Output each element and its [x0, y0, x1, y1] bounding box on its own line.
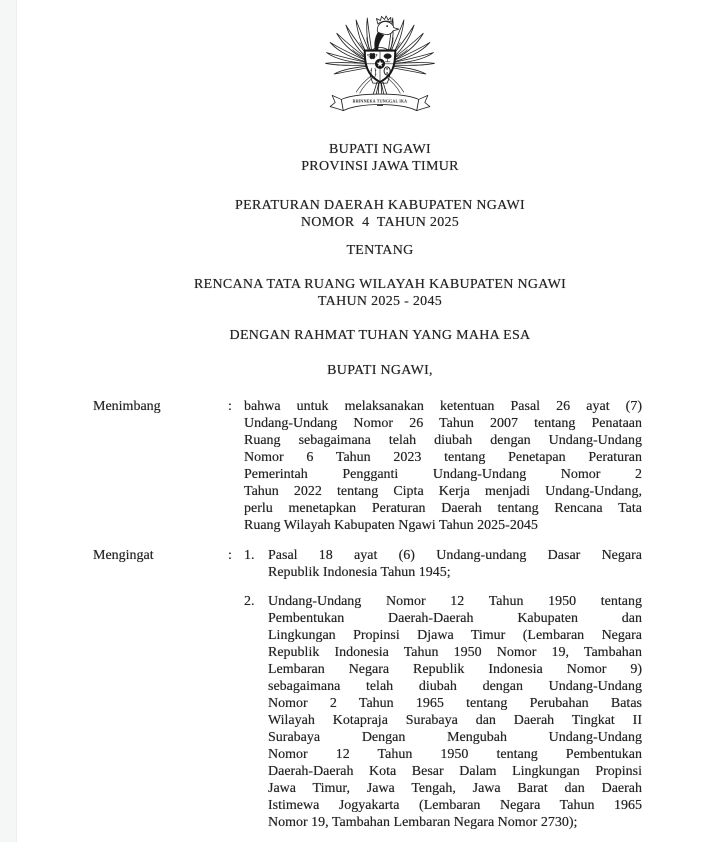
menimbang-line: Nomor 6 Tahun 2023 tentang Penetapan Peraturan — [244, 450, 642, 465]
legal-basis-line: Wilayah Kotapraja Surabaya dan Daerah Tingkat II — [268, 713, 642, 728]
menimbang-line: perlu menetapkan Peraturan Daerah tentang Rencana Tata — [244, 501, 642, 516]
province-title: PROVINSI JAWA TIMUR — [301, 159, 459, 174]
legal-basis-line: Pembentukan Daerah-Daerah Kabupaten dan — [268, 611, 642, 626]
subject-title-line2: TAHUN 2025 - 2045 — [317, 294, 443, 309]
legal-basis-line: Lembaran Negara Republik Indonesia Nomor 9) — [268, 662, 642, 677]
legal-basis-line: Republik Indonesia Tahun 1945; — [268, 565, 451, 580]
subject-title-line1: RENCANA TATA RUANG WILAYAH KABUPATEN NGAWI — [193, 277, 567, 292]
legal-basis-line: Lingkungan Propinsi Djawa Timur (Lembaran Negara — [268, 628, 642, 643]
legal-basis-line: Daerah-Daerah Kota Besar Dalam Lingkungan Propinsi — [268, 764, 642, 779]
mengingat-label: Mengingat — [93, 548, 154, 563]
menimbang-line: Ruang Wilayah Kabupaten Ngawi Tahun 2025-2045 — [244, 518, 538, 533]
menimbang-clause — [93, 398, 642, 534]
legal-basis-line: Undang-Undang Nomor 12 Tahun 1950 tentang — [268, 594, 642, 609]
legal-basis-line: Republik Indonesia Tahun 1950 Nomor 19, Tambahan — [268, 645, 642, 660]
regulation-number: NOMOR 4 TAHUN 2025 — [300, 215, 460, 230]
legal-basis-line: Pasal 18 ayat (6) Undang-undang Dasar Negara — [268, 548, 642, 563]
legal-basis-line: Nomor 19, Tambahan Lembaran Negara Nomor 2730); — [268, 815, 578, 830]
garuda-pancasila-icon — [324, 14, 436, 136]
legal-basis-line: sebagaimana telah diubah dengan Undang-Undang — [268, 679, 642, 694]
mengingat-body — [244, 547, 642, 831]
viewer-left-margin — [0, 0, 17, 842]
menimbang-line: Tahun 2022 tentang Cipta Kerja menjadi Undang-Undang, — [244, 484, 642, 499]
authority-title: BUPATI NGAWI — [329, 142, 431, 157]
legal-basis-line: Istimewa Jogyakarta (Lembaran Negara Tahun 1965 — [268, 798, 642, 813]
menimbang-line: Ruang sebagaimana telah diubah dengan Undang-Undang — [244, 433, 642, 448]
menimbang-line: Undang-Undang Nomor 26 Tahun 2007 tentang Penataan — [244, 416, 642, 431]
mengingat-colon: : — [228, 548, 232, 563]
issuer-title: BUPATI NGAWI, — [327, 363, 433, 378]
regulation-title: PERATURAN DAERAH KABUPATEN NGAWI — [235, 198, 525, 213]
legal-basis-item-2 — [244, 593, 642, 831]
legal-basis-line: Jawa Timur, Jawa Tengah, Jawa Barat dan Daerah — [268, 781, 642, 796]
invocation-phrase: DENGAN RAHMAT TUHAN YANG MAHA ESA — [229, 328, 531, 343]
tentang-label: TENTANG — [346, 243, 414, 258]
menimbang-line: bahwa untuk melaksanakan ketentuan Pasal 26 ayat (7) — [244, 399, 642, 414]
item-body — [268, 593, 642, 831]
item-body — [268, 547, 642, 581]
menimbang-body — [244, 398, 642, 534]
emblem-motto-text: BHINNEKA TUNGGAL IKA — [352, 98, 408, 104]
item-number: 1. — [244, 548, 255, 563]
menimbang-line: Pemerintah Pengganti Undang-Undang Nomor 2 — [244, 467, 642, 482]
menimbang-label: Menimbang — [93, 399, 161, 414]
item-number: 2. — [244, 594, 255, 609]
legal-basis-line: Surabaya Dengan Mengubah Undang-Undang — [268, 730, 642, 745]
legal-basis-line: Nomor 12 Tahun 1950 tentang Pembentukan — [268, 747, 642, 762]
legal-basis-line: Nomor 2 Tahun 1965 tentang Perubahan Batas — [268, 696, 642, 711]
menimbang-colon: : — [228, 399, 232, 414]
legal-basis-item-1 — [244, 547, 642, 581]
mengingat-clause — [93, 547, 642, 831]
